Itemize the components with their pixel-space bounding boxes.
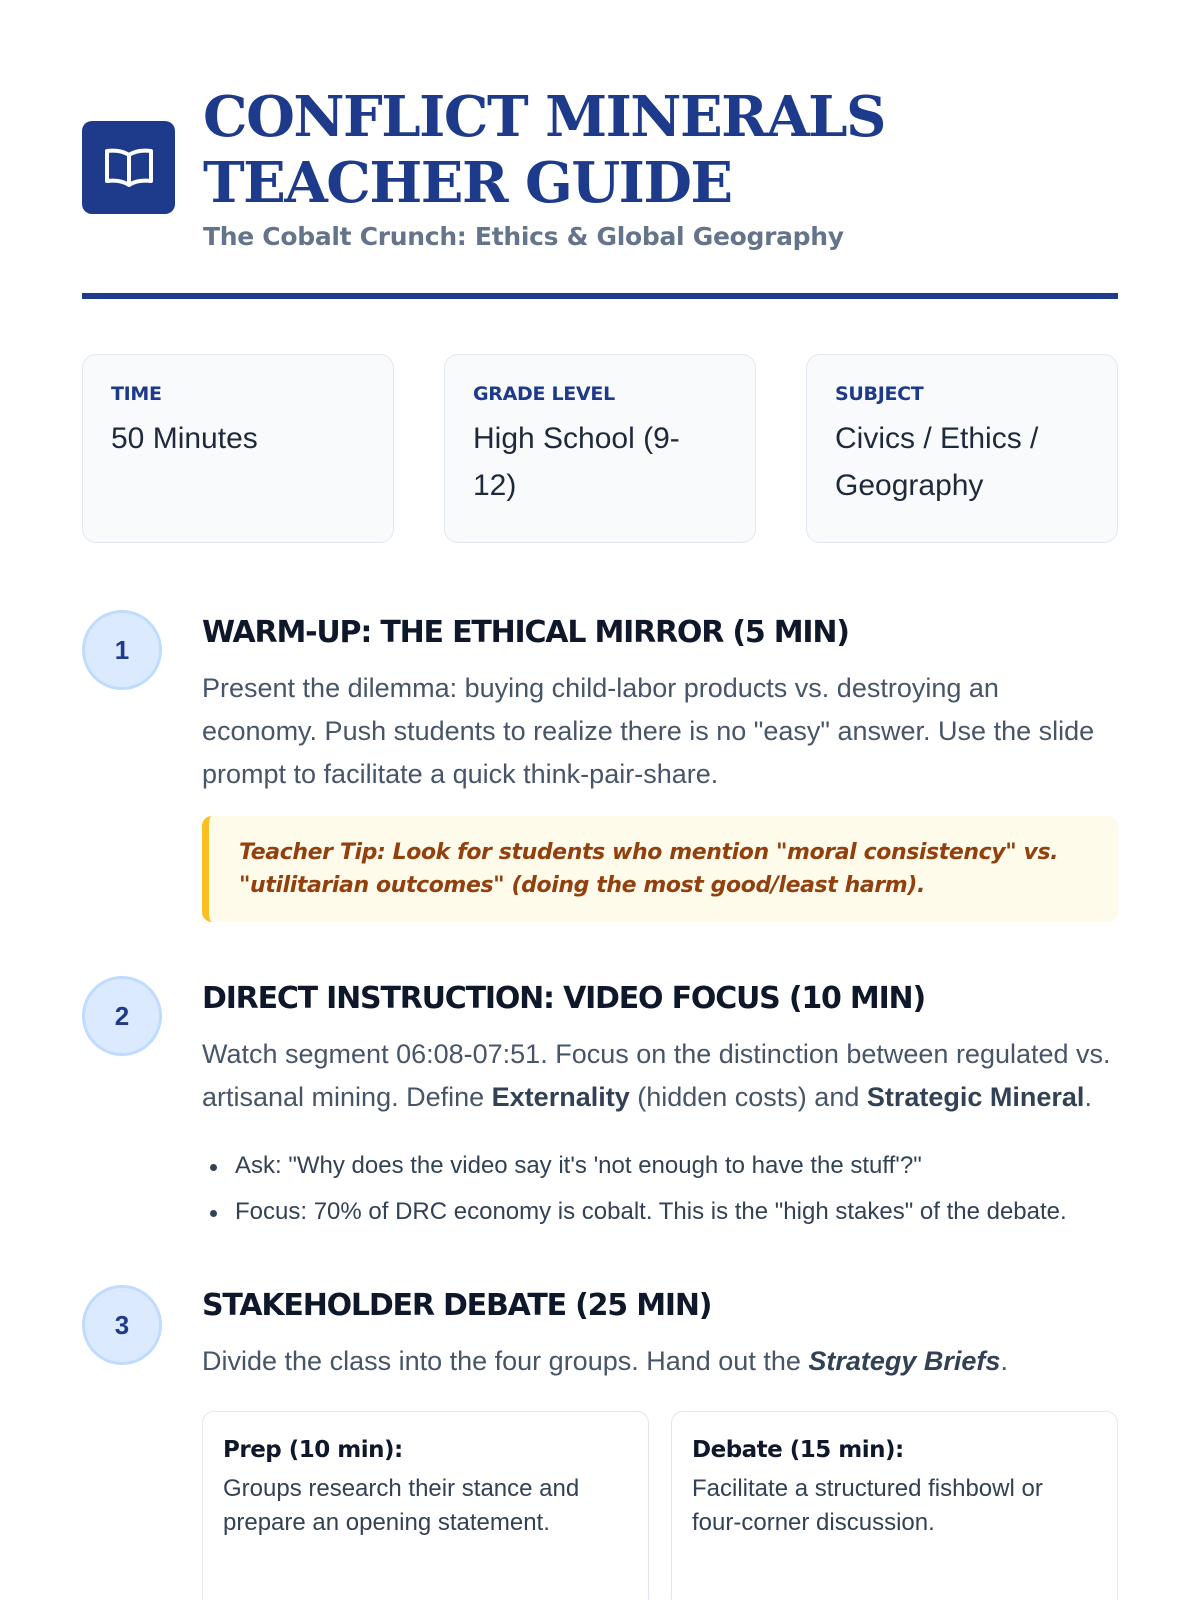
text-segment: . (1084, 1082, 1092, 1112)
term-strategic-mineral: Strategic Mineral (866, 1082, 1085, 1112)
meta-label: TIME (111, 383, 162, 405)
text-segment: Divide the class into the four groups. Hand out the (202, 1346, 809, 1376)
discussion-bullets (202, 1143, 1118, 1235)
meta-label: GRADE LEVEL (473, 383, 615, 405)
meta-label: SUBJECT (835, 383, 924, 405)
step-number-badge: 1 (82, 610, 162, 690)
step-description (202, 1340, 1118, 1383)
book-open-icon (104, 147, 154, 189)
term-externality: Externality (491, 1082, 630, 1112)
list-item: Ask: "Why does the video say it's 'not enough to have the stuff'?" (202, 1143, 1118, 1189)
step-body (202, 610, 1118, 922)
phase-title: Debate (15 min): (692, 1437, 904, 1463)
step-1 (82, 610, 1118, 922)
step-title: WARM-UP: THE ETHICAL MIRROR (5 MIN) (202, 615, 849, 650)
phase-title: Prep (10 min): (223, 1437, 403, 1463)
meta-card-grade-level (444, 354, 756, 543)
step-number-badge: 3 (82, 1285, 162, 1365)
meta-value: High School (9-12) (473, 422, 680, 502)
title-block (203, 84, 903, 251)
text-segment: Watch segment 06:08-07:51. Focus on the distinction between regulated vs. artisanal mining. Define (202, 1039, 1111, 1112)
phase-text: Groups research their stance and prepare an opening statement. (223, 1475, 580, 1536)
meta-value: Civics / Ethics / Geography (835, 422, 1039, 502)
title-line-1: CONFLICT MINERALS (203, 84, 885, 150)
meta-card-time (82, 354, 394, 543)
header-divider (82, 293, 1118, 299)
step-2 (82, 976, 1118, 1235)
step-description (202, 1033, 1118, 1119)
step-number-badge: 2 (82, 976, 162, 1056)
lesson-meta (82, 354, 1118, 543)
title-line-2: TEACHER GUIDE (203, 150, 732, 216)
page-title (203, 84, 903, 216)
meta-value: 50 Minutes (111, 422, 258, 455)
meta-card-subject (806, 354, 1118, 543)
step-title: STAKEHOLDER DEBATE (25 MIN) (202, 1288, 712, 1323)
step-description: Present the dilemma: buying child-labor products vs. destroying an economy. Push students to realize there is no "easy" answer. Use the slide prompt to facilitate a quick think-pair-share. (202, 673, 1095, 789)
guide-logo (82, 121, 175, 214)
debate-phases (202, 1411, 1118, 1600)
teacher-tip-callout (202, 816, 1118, 922)
step-3 (82, 1285, 1118, 1600)
phase-card-prep (202, 1411, 649, 1600)
strategy-briefs-emphasis: Strategy Briefs (808, 1346, 1001, 1376)
text-segment: (hidden costs) and (629, 1082, 867, 1112)
step-body (202, 1285, 1118, 1600)
page-subtitle: The Cobalt Crunch: Ethics & Global Geography (203, 222, 844, 251)
phase-card-debate (671, 1411, 1118, 1600)
phase-text: Facilitate a structured fishbowl or four-corner discussion. (692, 1475, 1043, 1536)
text-segment: . (1000, 1346, 1008, 1376)
step-title: DIRECT INSTRUCTION: VIDEO FOCUS (10 MIN) (202, 981, 925, 1016)
step-body (202, 976, 1118, 1235)
teacher-tip-text: Teacher Tip: Look for students who mention "moral consistency" vs. "utilitarian outcomes" (doing the most good/least harm). (239, 840, 1059, 898)
list-item: Focus: 70% of DRC economy is cobalt. This is the "high stakes" of the debate. (202, 1189, 1118, 1235)
guide-header (82, 0, 1118, 251)
